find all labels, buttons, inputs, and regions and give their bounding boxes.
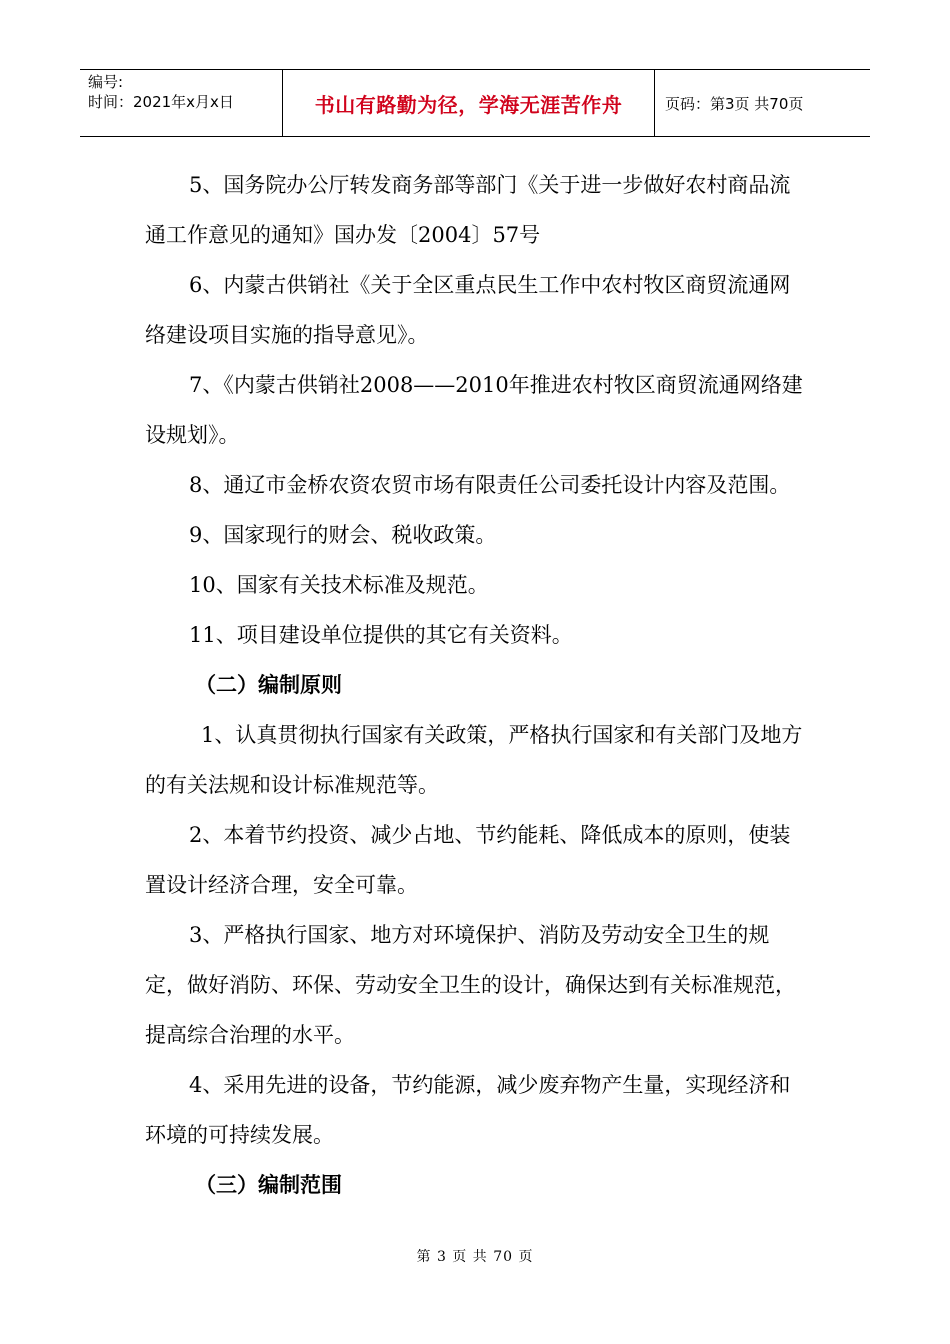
paragraph: 7、《内蒙古供销社2008——2010年推进农村牧区商贸流通网络建设规划》。 <box>145 373 803 447</box>
paragraph: 5、国务院办公厅转发商务部等部门《关于进一步做好农村商品流通工作意见的通知》国办发〔2004〕57号 <box>145 173 791 247</box>
section-heading: （二）编制原则 <box>195 673 342 697</box>
document-time-label: 时间：2021年x月x日 <box>88 93 234 111</box>
paragraph: 9、国家现行的财会、税收政策。 <box>189 523 497 547</box>
section-heading: （三）编制范围 <box>195 1173 342 1197</box>
header-meta <box>80 70 283 136</box>
document-body <box>145 160 810 1210</box>
page-footer: 第 3 页 共 70 页 <box>416 1249 534 1265</box>
paragraph: 10、国家有关技术标准及规范。 <box>189 573 489 597</box>
page-header <box>80 69 870 137</box>
paragraph: 6、内蒙古供销社《关于全区重点民生工作中农村牧区商贸流通网络建设项目实施的指导意见》。 <box>145 273 791 347</box>
paragraph: 2、本着节约投资、减少占地、节约能耗、降低成本的原则，使装置设计经济合理，安全可靠。 <box>145 823 791 897</box>
paragraph: 4、采用先进的设备，节约能源，减少废弃物产生量，实现经济和环境的可持续发展。 <box>145 1073 791 1147</box>
document-number-label: 编号: <box>88 73 124 91</box>
paragraph: 11、项目建设单位提供的其它有关资料。 <box>189 623 573 647</box>
header-page-info: 页码：第3页 共70页 <box>665 94 804 113</box>
header-motto: 书山有路勤为径，学海无涯苦作舟 <box>283 70 655 136</box>
paragraph: 1、认真贯彻执行国家有关政策，严格执行国家和有关部门及地方的有关法规和设计标准规范等。 <box>145 723 803 797</box>
paragraph: 3、严格执行国家、地方对环境保护、消防及劳动安全卫生的规定，做好消防、环保、劳动安全卫生的设计，确保达到有关标准规范，提高综合治理的水平。 <box>145 923 796 1047</box>
paragraph: 8、通辽市金桥农资农贸市场有限责任公司委托设计内容及范围。 <box>189 473 791 497</box>
